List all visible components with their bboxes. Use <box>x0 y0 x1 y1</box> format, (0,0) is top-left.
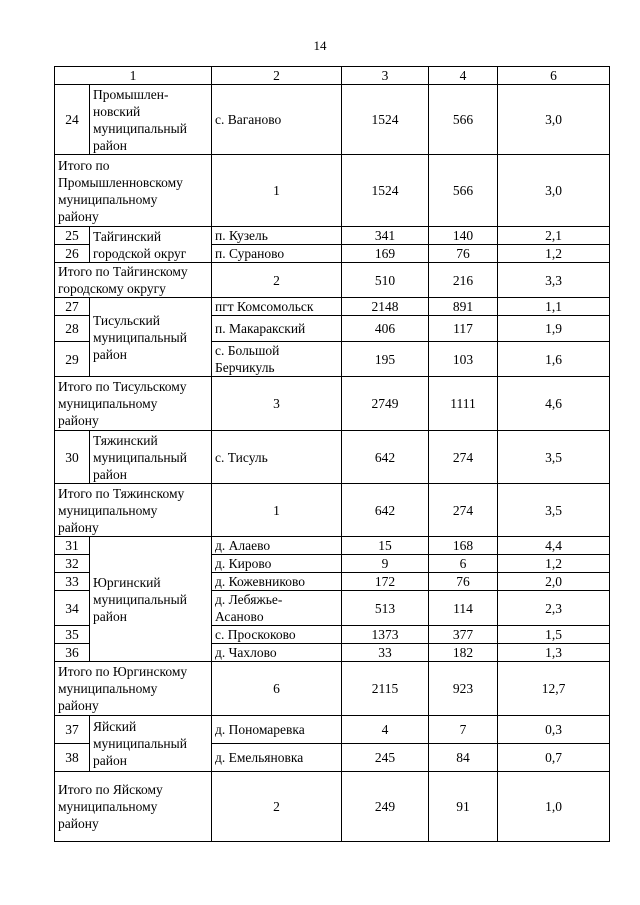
settlement-name: с. Ваганово <box>212 85 342 155</box>
column-header-1: 1 <box>55 67 212 85</box>
total-count: 2 <box>212 263 342 298</box>
table-row <box>55 85 610 155</box>
settlement-name: с. Проскоково <box>212 626 342 644</box>
total-label: Итого по Тайгинскому городскому округу <box>55 263 212 298</box>
district-name: Юргинский муниципальный район <box>90 537 212 662</box>
settlement-name: д. Чахлово <box>212 644 342 662</box>
table-row <box>55 227 610 245</box>
row-number: 28 <box>55 316 90 342</box>
value-col3: 406 <box>342 316 429 342</box>
column-header-6: 6 <box>498 67 610 85</box>
table-row <box>55 431 610 484</box>
value-col4: 274 <box>429 431 498 484</box>
value-col4: 168 <box>429 537 498 555</box>
total-col3: 642 <box>342 484 429 537</box>
total-col6: 3,3 <box>498 263 610 298</box>
total-label: Итого по Тяжинскому муниципальному району <box>55 484 212 537</box>
settlement-name: д. Кожевниково <box>212 573 342 591</box>
value-col3: 642 <box>342 431 429 484</box>
data-table <box>54 66 610 842</box>
total-row <box>55 662 610 716</box>
value-col4: 377 <box>429 626 498 644</box>
total-row <box>55 155 610 227</box>
value-col3: 172 <box>342 573 429 591</box>
settlement-name: д. Кирово <box>212 555 342 573</box>
value-col4: 140 <box>429 227 498 245</box>
total-label: Итого по Промышленновскому муниципальному району <box>55 155 212 227</box>
row-number: 24 <box>55 85 90 155</box>
value-col4: 6 <box>429 555 498 573</box>
district-name: Яйский муниципальный район <box>90 716 212 772</box>
value-col4: 117 <box>429 316 498 342</box>
value-col6: 1,2 <box>498 555 610 573</box>
settlement-name: д. Лебяжье- Асаново <box>212 591 342 626</box>
value-col3: 169 <box>342 245 429 263</box>
total-row <box>55 377 610 431</box>
value-col4: 103 <box>429 342 498 377</box>
settlement-name: с. Тисуль <box>212 431 342 484</box>
value-col6: 1,6 <box>498 342 610 377</box>
total-col6: 12,7 <box>498 662 610 716</box>
total-label: Итого по Яйскому муниципальному району <box>55 772 212 842</box>
value-col3: 2148 <box>342 298 429 316</box>
row-number: 35 <box>55 626 90 644</box>
settlement-name: п. Макаракский <box>212 316 342 342</box>
district-name: Тайгинский городской округ <box>90 227 212 263</box>
value-col4: 114 <box>429 591 498 626</box>
total-label: Итого по Юргинскому муниципальному району <box>55 662 212 716</box>
settlement-name: с. Большой Берчикуль <box>212 342 342 377</box>
value-col4: 182 <box>429 644 498 662</box>
total-col6: 3,0 <box>498 155 610 227</box>
value-col6: 1,3 <box>498 644 610 662</box>
value-col6: 2,1 <box>498 227 610 245</box>
row-number: 25 <box>55 227 90 245</box>
settlement-name: д. Пономаревка <box>212 716 342 744</box>
value-col4: 566 <box>429 85 498 155</box>
value-col3: 9 <box>342 555 429 573</box>
total-col6: 1,0 <box>498 772 610 842</box>
total-count: 6 <box>212 662 342 716</box>
table-row <box>55 716 610 744</box>
value-col6: 0,3 <box>498 716 610 744</box>
settlement-name: п. Кузель <box>212 227 342 245</box>
settlement-name: д. Алаево <box>212 537 342 555</box>
settlement-name: п. Сураново <box>212 245 342 263</box>
value-col6: 1,5 <box>498 626 610 644</box>
value-col6: 1,2 <box>498 245 610 263</box>
value-col4: 7 <box>429 716 498 744</box>
value-col3: 513 <box>342 591 429 626</box>
value-col6: 1,1 <box>498 298 610 316</box>
value-col6: 4,4 <box>498 537 610 555</box>
total-col4: 91 <box>429 772 498 842</box>
row-number: 34 <box>55 591 90 626</box>
total-col6: 3,5 <box>498 484 610 537</box>
row-number: 26 <box>55 245 90 263</box>
value-col6: 1,9 <box>498 316 610 342</box>
value-col4: 891 <box>429 298 498 316</box>
value-col6: 2,3 <box>498 591 610 626</box>
district-name: Тяжинский муниципальный район <box>90 431 212 484</box>
total-row <box>55 484 610 537</box>
total-col4: 923 <box>429 662 498 716</box>
value-col4: 76 <box>429 573 498 591</box>
total-count: 1 <box>212 484 342 537</box>
total-col4: 216 <box>429 263 498 298</box>
total-col3: 2115 <box>342 662 429 716</box>
value-col4: 84 <box>429 744 498 772</box>
total-count: 3 <box>212 377 342 431</box>
row-number: 27 <box>55 298 90 316</box>
value-col3: 4 <box>342 716 429 744</box>
settlement-name: д. Емельяновка <box>212 744 342 772</box>
row-number: 30 <box>55 431 90 484</box>
value-col6: 3,5 <box>498 431 610 484</box>
total-col4: 1111 <box>429 377 498 431</box>
total-col3: 1524 <box>342 155 429 227</box>
column-header-4: 4 <box>429 67 498 85</box>
district-name: Промышлен- новский муниципальный район <box>90 85 212 155</box>
value-col3: 15 <box>342 537 429 555</box>
value-col4: 76 <box>429 245 498 263</box>
row-number: 38 <box>55 744 90 772</box>
row-number: 31 <box>55 537 90 555</box>
table-row <box>55 298 610 316</box>
total-row <box>55 263 610 298</box>
table-row <box>55 537 610 555</box>
row-number: 29 <box>55 342 90 377</box>
total-col4: 566 <box>429 155 498 227</box>
page-number: 14 <box>313 38 327 53</box>
total-col4: 274 <box>429 484 498 537</box>
total-col3: 2749 <box>342 377 429 431</box>
value-col3: 33 <box>342 644 429 662</box>
total-count: 1 <box>212 155 342 227</box>
row-number: 36 <box>55 644 90 662</box>
value-col3: 245 <box>342 744 429 772</box>
value-col3: 1524 <box>342 85 429 155</box>
column-header-2: 2 <box>212 67 342 85</box>
value-col6: 3,0 <box>498 85 610 155</box>
total-label: Итого по Тисульскому муниципальному району <box>55 377 212 431</box>
total-col3: 249 <box>342 772 429 842</box>
total-count: 2 <box>212 772 342 842</box>
value-col6: 0,7 <box>498 744 610 772</box>
value-col6: 2,0 <box>498 573 610 591</box>
total-col6: 4,6 <box>498 377 610 431</box>
column-header-3: 3 <box>342 67 429 85</box>
value-col3: 341 <box>342 227 429 245</box>
table-header-row <box>55 67 610 85</box>
value-col3: 195 <box>342 342 429 377</box>
row-number: 33 <box>55 573 90 591</box>
value-col3: 1373 <box>342 626 429 644</box>
district-name: Тисульский муниципальный район <box>90 298 212 377</box>
row-number: 32 <box>55 555 90 573</box>
row-number: 37 <box>55 716 90 744</box>
settlement-name: пгт Комсомольск <box>212 298 342 316</box>
total-col3: 510 <box>342 263 429 298</box>
total-row <box>55 772 610 842</box>
